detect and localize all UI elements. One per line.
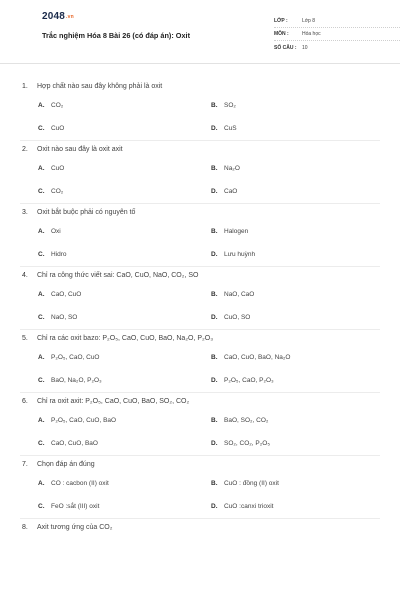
brand-name: 2048 bbox=[42, 11, 66, 22]
option-letter: A. bbox=[38, 291, 45, 298]
question-item bbox=[20, 267, 380, 330]
answer-option[interactable] bbox=[38, 220, 211, 243]
meta-label: LỚP : bbox=[274, 18, 288, 24]
answer-option[interactable] bbox=[211, 157, 384, 180]
question-text: Chỉ ra công thức viết sai: CaO, CuO, NaO, CO₂, SO bbox=[37, 271, 199, 279]
question-number: 1. bbox=[22, 82, 28, 90]
option-text: NaO, CaO bbox=[224, 291, 255, 298]
option-text: CuO : đồng (II) oxit bbox=[224, 480, 279, 487]
answer-option[interactable] bbox=[38, 180, 211, 203]
answer-option[interactable] bbox=[211, 346, 384, 369]
meta-label: SỐ CÂU : bbox=[274, 44, 297, 51]
answer-option[interactable] bbox=[38, 495, 211, 518]
question-item bbox=[20, 78, 380, 141]
option-text: CaO, CuO, BaO bbox=[51, 440, 98, 447]
answer-option[interactable] bbox=[38, 243, 211, 266]
question-text: Oxit nào sau đây là oxit axit bbox=[37, 145, 123, 153]
option-text: CuS bbox=[224, 125, 237, 132]
option-letter: B. bbox=[211, 291, 218, 298]
option-letter: B. bbox=[211, 228, 218, 235]
answer-option[interactable] bbox=[38, 369, 211, 392]
page-title: Trắc nghiệm Hóa 8 Bài 26 (có đáp án): Oxit bbox=[42, 31, 191, 40]
option-letter: D. bbox=[211, 251, 218, 258]
quiz-header bbox=[20, 0, 380, 62]
option-letter: C. bbox=[38, 314, 45, 321]
option-text: Halogen bbox=[224, 228, 249, 235]
question-text-row bbox=[20, 456, 380, 472]
option-text: CuO bbox=[51, 125, 65, 132]
question-text-row bbox=[20, 204, 380, 220]
option-letter: A. bbox=[38, 228, 45, 235]
answer-option[interactable] bbox=[38, 432, 211, 455]
option-text: CO₂ bbox=[51, 102, 64, 109]
option-text: P₂O₅, CaO, CuO, BaO bbox=[51, 417, 117, 424]
option-text: SO₂, CO₂, P₂O₅ bbox=[224, 440, 270, 447]
answer-option[interactable] bbox=[38, 472, 211, 495]
option-letter: C. bbox=[38, 251, 45, 258]
meta-row-subject bbox=[274, 28, 400, 41]
question-text: Axit tương ứng của CO₂ bbox=[37, 523, 113, 531]
question-item bbox=[20, 204, 380, 267]
option-letter: B. bbox=[211, 354, 218, 361]
option-letter: D. bbox=[211, 125, 218, 132]
option-letter: D. bbox=[211, 503, 218, 510]
question-text: Chỉ ra các oxit bazo: P₂O₅, CaO, CuO, BaO, Na₂O, P₂O₃ bbox=[37, 334, 214, 342]
answer-option[interactable] bbox=[38, 157, 211, 180]
option-text: CuO, SO bbox=[224, 314, 251, 321]
question-text: Hợp chất nào sau đây không phải là oxit bbox=[37, 82, 163, 90]
question-item bbox=[20, 456, 380, 519]
option-letter: D. bbox=[211, 188, 218, 195]
question-item bbox=[20, 393, 380, 456]
option-letter: A. bbox=[38, 417, 45, 424]
answer-options bbox=[20, 472, 380, 518]
option-text: Na₂O bbox=[224, 165, 240, 172]
option-text: CO₂ bbox=[51, 188, 64, 195]
option-letter: B. bbox=[211, 480, 218, 487]
answer-option[interactable] bbox=[211, 243, 384, 266]
question-text: Chọn đáp án đúng bbox=[37, 460, 95, 468]
option-letter: C. bbox=[38, 440, 45, 447]
option-letter: A. bbox=[38, 165, 45, 172]
question-number: 3. bbox=[22, 208, 28, 216]
option-text: P₂O₅, CaO, CuO bbox=[51, 354, 100, 361]
option-text: CaO, CuO bbox=[51, 291, 82, 298]
option-text: CaO, CuO, BaO, Na₂O bbox=[224, 354, 291, 361]
option-text: SO₂ bbox=[224, 102, 236, 109]
option-text: P₂O₅, CaO, P₂O₃ bbox=[224, 377, 274, 384]
answer-option[interactable] bbox=[211, 94, 384, 117]
answer-option[interactable] bbox=[211, 472, 384, 495]
option-letter: C. bbox=[38, 125, 45, 132]
question-item bbox=[20, 141, 380, 204]
question-text-row bbox=[20, 267, 380, 283]
option-text: CO : cacbon (II) oxit bbox=[51, 480, 109, 487]
meta-value: Hóa học bbox=[302, 31, 321, 37]
option-text: Lưu huỳnh bbox=[224, 251, 256, 258]
answer-option[interactable] bbox=[211, 495, 384, 518]
question-text-row bbox=[20, 330, 380, 346]
option-text: CuO bbox=[51, 165, 65, 172]
question-text-row bbox=[20, 519, 380, 535]
meta-row-class bbox=[274, 15, 400, 28]
option-letter: B. bbox=[211, 102, 218, 109]
question-list bbox=[20, 78, 380, 535]
answer-option[interactable] bbox=[38, 94, 211, 117]
option-text: NaO, SO bbox=[51, 314, 78, 321]
option-letter: D. bbox=[211, 440, 218, 447]
question-item bbox=[20, 519, 380, 535]
answer-options bbox=[20, 346, 380, 392]
quiz-meta bbox=[274, 15, 400, 54]
answer-option[interactable] bbox=[211, 117, 384, 140]
answer-option[interactable] bbox=[38, 409, 211, 432]
question-text: Oxit bắt buộc phải có nguyên tố bbox=[37, 208, 136, 216]
option-letter: D. bbox=[211, 377, 218, 384]
option-letter: A. bbox=[38, 102, 45, 109]
option-text: CaO bbox=[224, 188, 238, 195]
question-text-row bbox=[20, 141, 380, 157]
answer-options bbox=[20, 283, 380, 329]
option-text: CuO :canxi trioxit bbox=[224, 503, 274, 510]
question-number: 8. bbox=[22, 523, 28, 531]
answer-options bbox=[20, 157, 380, 203]
option-letter: C. bbox=[38, 377, 45, 384]
option-letter: D. bbox=[211, 314, 218, 321]
meta-value: Lớp 8 bbox=[302, 18, 316, 24]
option-text: FeO :sắt (III) oxit bbox=[51, 503, 100, 510]
answer-option[interactable] bbox=[211, 369, 384, 392]
answer-option[interactable] bbox=[211, 409, 384, 432]
question-text: Chỉ ra oxit axit: P₂O₅, CaO, CuO, BaO, SO₂, CO₂ bbox=[37, 397, 190, 405]
option-letter: C. bbox=[38, 503, 45, 510]
option-text: BaO, SO₂, CO₂ bbox=[224, 417, 269, 424]
question-item bbox=[20, 330, 380, 393]
answer-option[interactable] bbox=[211, 432, 384, 455]
answer-option[interactable] bbox=[211, 180, 384, 203]
answer-option[interactable] bbox=[211, 220, 384, 243]
answer-option[interactable] bbox=[211, 306, 384, 329]
answer-options bbox=[20, 220, 380, 266]
question-text-row bbox=[20, 78, 380, 94]
question-number: 7. bbox=[22, 460, 28, 468]
question-text-row bbox=[20, 393, 380, 409]
option-text: Oxi bbox=[51, 228, 61, 235]
option-letter: B. bbox=[211, 417, 218, 424]
option-letter: A. bbox=[38, 480, 45, 487]
option-letter: B. bbox=[211, 165, 218, 172]
answer-option[interactable] bbox=[38, 346, 211, 369]
answer-option[interactable] bbox=[38, 117, 211, 140]
answer-option[interactable] bbox=[38, 283, 211, 306]
option-letter: C. bbox=[38, 188, 45, 195]
option-letter: A. bbox=[38, 354, 45, 361]
answer-option[interactable] bbox=[211, 283, 384, 306]
answer-options bbox=[20, 94, 380, 140]
header-divider bbox=[0, 63, 400, 64]
meta-label: MÔN : bbox=[274, 31, 289, 37]
option-text: BaO, Na₂O, P₂O₃ bbox=[51, 377, 102, 384]
brand-suffix: .vn bbox=[66, 14, 74, 20]
answer-options bbox=[20, 409, 380, 455]
option-text: Hidro bbox=[51, 251, 67, 258]
question-number: 4. bbox=[22, 271, 28, 279]
meta-value: 10 bbox=[302, 44, 308, 51]
question-number: 6. bbox=[22, 397, 28, 405]
brand-logo[interactable] bbox=[42, 11, 74, 22]
answer-option[interactable] bbox=[38, 306, 211, 329]
question-number: 5. bbox=[22, 334, 28, 342]
question-number: 2. bbox=[22, 145, 28, 153]
meta-row-count bbox=[274, 41, 400, 54]
